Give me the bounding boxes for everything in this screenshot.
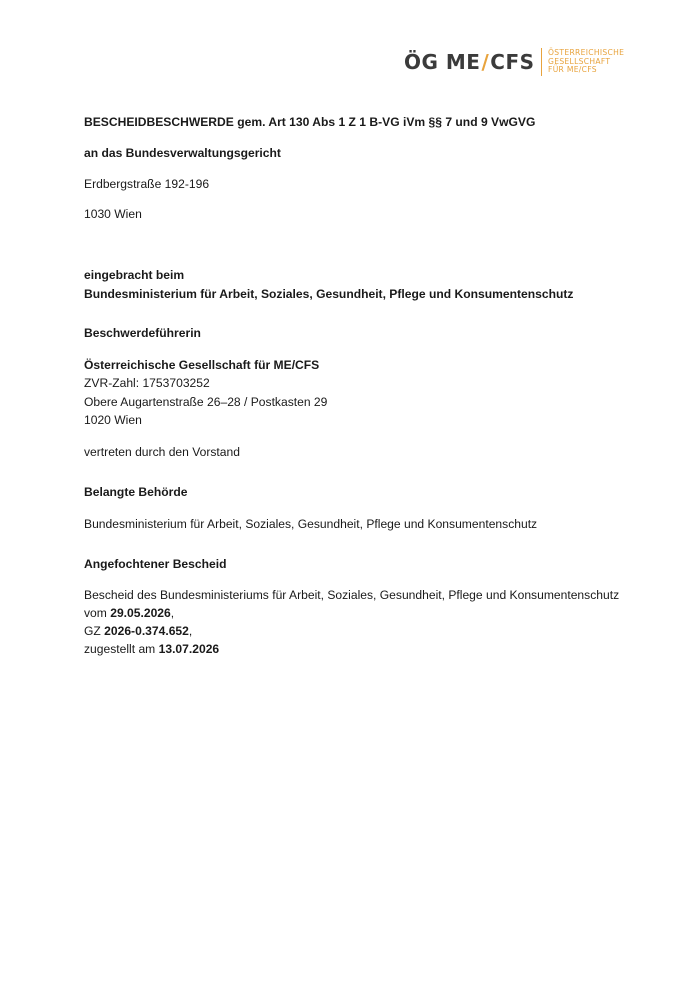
contested-date-value: 29.05.2026 [110, 606, 171, 620]
contested-label: Angefochtener Bescheid [84, 557, 227, 571]
submitted-at-ministry: Bundesministerium für Arbeit, Soziales, Gesundheit, Pflege und Konsumentenschutz [84, 287, 574, 301]
complainant-city: 1020 Wien [84, 413, 142, 427]
court-city: 1030 Wien [84, 207, 142, 221]
logo-divider [541, 48, 543, 76]
logo-og: ÖG [404, 50, 439, 74]
contested-date-prefix: vom [84, 606, 111, 620]
submitted-at-label: eingebracht beim [84, 268, 185, 282]
logo-slash: / [481, 50, 490, 74]
authority-name: Bundesministerium für Arbeit, Soziales, Gesundheit, Pflege und Konsumentenschutz [84, 517, 538, 531]
logo-subtitle [548, 49, 624, 74]
contested-date [84, 604, 174, 622]
logo-me: ME [445, 50, 481, 74]
logo-subtitle-line3: FÜR ME/CFS [548, 65, 597, 75]
logo-subtitle-line1: ÖSTERREICHISCHE [548, 48, 625, 58]
contested-date-suffix: , [170, 606, 175, 620]
represented-by: vertreten durch den Vorstand [84, 445, 240, 459]
contested-description: Bescheid des Bundesministeriums für Arbeit, Soziales, Gesundheit, Pflege und Konsumentenschutz [84, 588, 620, 602]
contested-gz-value: 2026-0.374.652 [104, 624, 189, 638]
organization-logo [404, 46, 624, 78]
contested-delivered [84, 640, 219, 658]
contested-delivered-prefix: zugestellt am [84, 642, 159, 656]
logo-wordmark [404, 50, 535, 74]
contested-gz-suffix: , [188, 624, 193, 638]
contested-gz [84, 622, 192, 640]
contested-gz-prefix: GZ [84, 624, 105, 638]
document-heading: BESCHEIDBESCHWERDE gem. Art 130 Abs 1 Z 1 B-VG iVm §§ 7 und 9 VwGVG [84, 115, 536, 129]
court-recipient: an das Bundesverwaltungsgericht [84, 146, 281, 160]
complainant-label: Beschwerdeführerin [84, 326, 201, 340]
complainant-zvr: ZVR-Zahl: 1753703252 [84, 376, 210, 390]
contested-delivered-value: 13.07.2026 [158, 642, 220, 656]
logo-cfs: CFS [490, 50, 535, 74]
logo-subtitle-line2: GESELLSCHAFT [548, 56, 611, 66]
complainant-street: Obere Augartenstraße 26–28 / Postkasten 29 [84, 395, 328, 409]
court-street: Erdbergstraße 192-196 [84, 177, 210, 191]
authority-label: Belangte Behörde [84, 485, 188, 499]
complainant-name: Österreichische Gesellschaft für ME/CFS [84, 358, 320, 372]
